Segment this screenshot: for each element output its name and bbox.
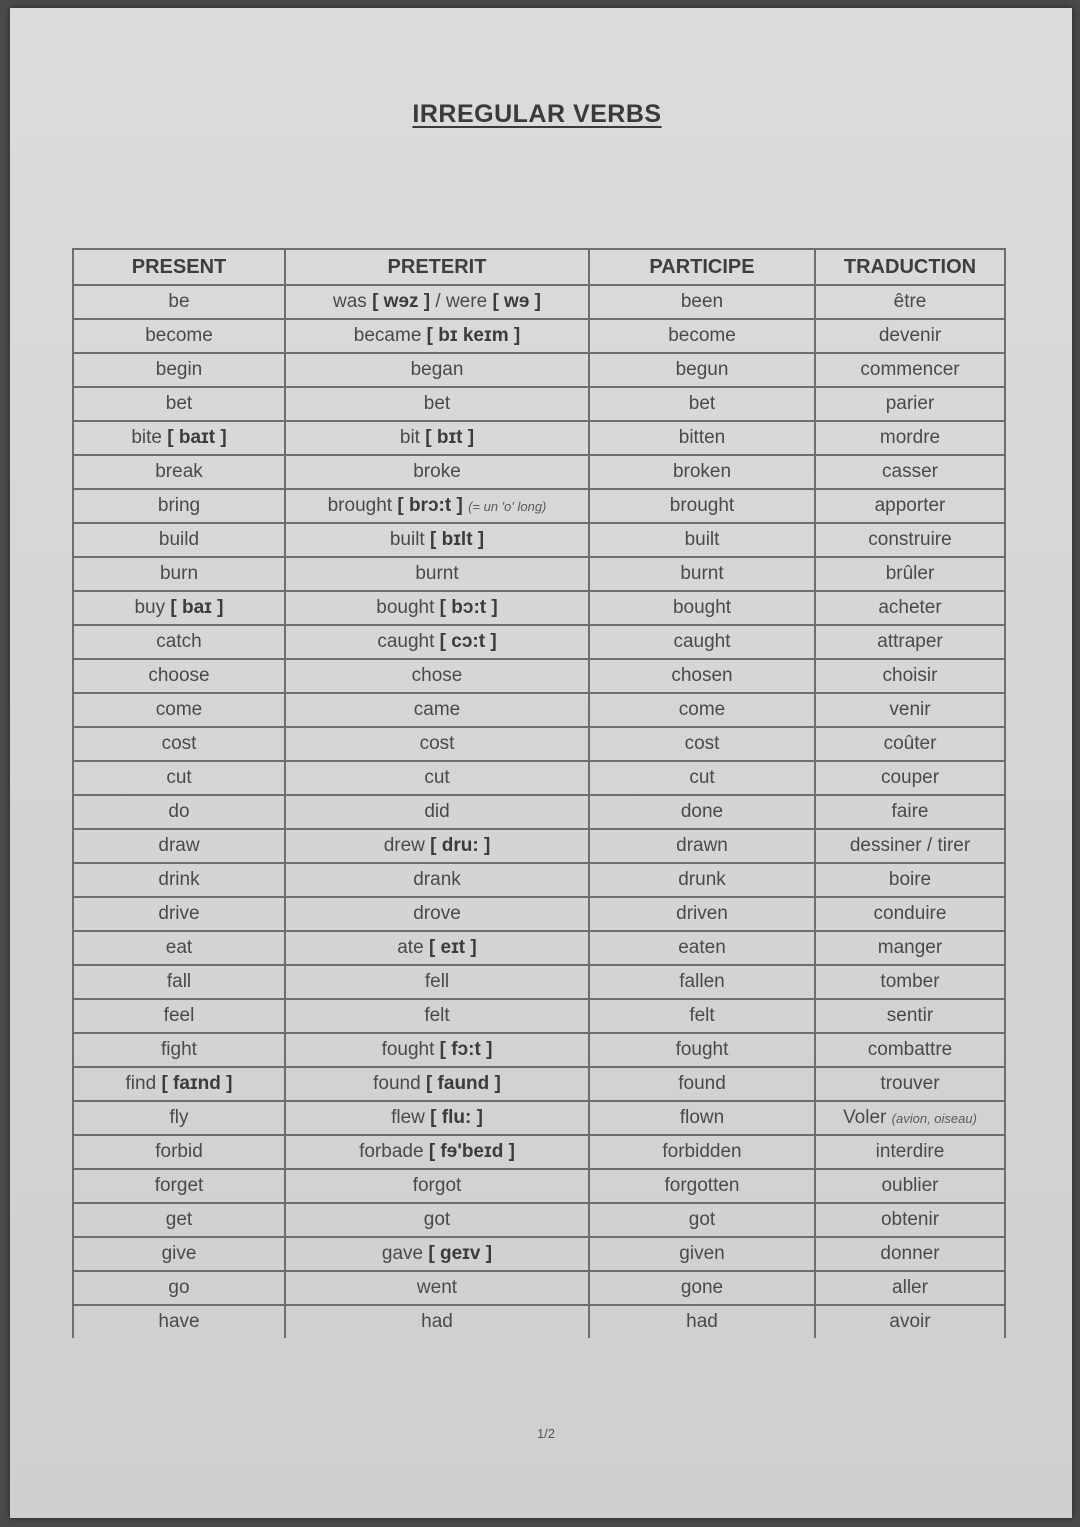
table-row: [73, 965, 1005, 999]
cell-traduction: choisir: [815, 659, 1005, 693]
cell-participe: drunk: [589, 863, 815, 897]
cell-participe: driven: [589, 897, 815, 931]
cell-preterit: bet: [285, 387, 589, 421]
cell-participe: felt: [589, 999, 815, 1033]
cell-participe: bitten: [589, 421, 815, 455]
cell-preterit: had: [285, 1305, 589, 1338]
cell-preterit: broke: [285, 455, 589, 489]
table-row: [73, 591, 1005, 625]
cell-participe: bet: [589, 387, 815, 421]
table-header-row: [73, 249, 1005, 285]
cell-present: come: [73, 693, 285, 727]
cell-preterit: ate [ eɪt ]: [285, 931, 589, 965]
cell-preterit: bit [ bɪt ]: [285, 421, 589, 455]
cell-present: drive: [73, 897, 285, 931]
cell-participe: forgotten: [589, 1169, 815, 1203]
cell-preterit: became [ bɪ keɪm ]: [285, 319, 589, 353]
cell-present: get: [73, 1203, 285, 1237]
cell-participe: begun: [589, 353, 815, 387]
cell-traduction: attraper: [815, 625, 1005, 659]
cell-preterit: drank: [285, 863, 589, 897]
table-row: [73, 1305, 1005, 1338]
cell-preterit: forgot: [285, 1169, 589, 1203]
table-row: [73, 931, 1005, 965]
table-row: [73, 1203, 1005, 1237]
cell-traduction: brûler: [815, 557, 1005, 591]
cell-traduction: dessiner / tirer: [815, 829, 1005, 863]
cell-traduction: obtenir: [815, 1203, 1005, 1237]
cell-present: buy [ baɪ ]: [73, 591, 285, 625]
irregular-verbs-table: [72, 248, 1006, 1338]
cell-traduction: conduire: [815, 897, 1005, 931]
cell-present: cut: [73, 761, 285, 795]
cell-participe: fallen: [589, 965, 815, 999]
cell-present: do: [73, 795, 285, 829]
cell-preterit: cost: [285, 727, 589, 761]
cell-participe: drawn: [589, 829, 815, 863]
cell-present: bet: [73, 387, 285, 421]
table-row: [73, 795, 1005, 829]
table-row: [73, 319, 1005, 353]
header-preterit: PRETERIT: [285, 249, 589, 285]
cell-present: drink: [73, 863, 285, 897]
cell-participe: done: [589, 795, 815, 829]
cell-traduction: couper: [815, 761, 1005, 795]
cell-preterit: burnt: [285, 557, 589, 591]
cell-preterit: drew [ dru: ]: [285, 829, 589, 863]
cell-traduction: trouver: [815, 1067, 1005, 1101]
cell-present: bite [ baɪt ]: [73, 421, 285, 455]
table-row: [73, 999, 1005, 1033]
table-row: [73, 1271, 1005, 1305]
cell-preterit: flew [ flu: ]: [285, 1101, 589, 1135]
cell-traduction: casser: [815, 455, 1005, 489]
cell-present: become: [73, 319, 285, 353]
cell-preterit: felt: [285, 999, 589, 1033]
table-row: [73, 489, 1005, 523]
table-row: [73, 625, 1005, 659]
table-row: [73, 421, 1005, 455]
cell-present: forget: [73, 1169, 285, 1203]
cell-traduction: Voler (avion, oiseau): [815, 1101, 1005, 1135]
cell-preterit: came: [285, 693, 589, 727]
table-row: [73, 727, 1005, 761]
table-row: [73, 1237, 1005, 1271]
cell-present: feel: [73, 999, 285, 1033]
cell-traduction: combattre: [815, 1033, 1005, 1067]
cell-preterit: caught [ cɔ:t ]: [285, 625, 589, 659]
cell-traduction: aller: [815, 1271, 1005, 1305]
cell-present: build: [73, 523, 285, 557]
table-row: [73, 285, 1005, 319]
cell-preterit: brought [ brɔ:t ] (= un 'o' long): [285, 489, 589, 523]
cell-present: draw: [73, 829, 285, 863]
cell-participe: flown: [589, 1101, 815, 1135]
cell-present: break: [73, 455, 285, 489]
cell-present: choose: [73, 659, 285, 693]
cell-preterit: went: [285, 1271, 589, 1305]
cell-participe: burnt: [589, 557, 815, 591]
cell-participe: broken: [589, 455, 815, 489]
cell-participe: brought: [589, 489, 815, 523]
cell-participe: gone: [589, 1271, 815, 1305]
table-row: [73, 1101, 1005, 1135]
table-row: [73, 1033, 1005, 1067]
cell-participe: cost: [589, 727, 815, 761]
cell-preterit: fell: [285, 965, 589, 999]
cell-traduction: interdire: [815, 1135, 1005, 1169]
cell-participe: eaten: [589, 931, 815, 965]
table-row: [73, 353, 1005, 387]
cell-traduction: acheter: [815, 591, 1005, 625]
cell-traduction: donner: [815, 1237, 1005, 1271]
cell-participe: become: [589, 319, 815, 353]
cell-preterit: gave [ geɪv ]: [285, 1237, 589, 1271]
cell-present: fly: [73, 1101, 285, 1135]
table-row: [73, 1067, 1005, 1101]
cell-traduction: manger: [815, 931, 1005, 965]
cell-present: be: [73, 285, 285, 319]
cell-participe: cut: [589, 761, 815, 795]
table-row: [73, 693, 1005, 727]
cell-preterit: cut: [285, 761, 589, 795]
cell-preterit: got: [285, 1203, 589, 1237]
cell-participe: chosen: [589, 659, 815, 693]
cell-participe: built: [589, 523, 815, 557]
cell-preterit: built [ bɪlt ]: [285, 523, 589, 557]
cell-present: eat: [73, 931, 285, 965]
cell-participe: had: [589, 1305, 815, 1338]
cell-present: catch: [73, 625, 285, 659]
cell-traduction: devenir: [815, 319, 1005, 353]
cell-preterit: chose: [285, 659, 589, 693]
cell-present: cost: [73, 727, 285, 761]
cell-traduction: faire: [815, 795, 1005, 829]
header-participe: PARTICIPE: [589, 249, 815, 285]
cell-present: go: [73, 1271, 285, 1305]
page-title: IRREGULAR VERBS: [412, 100, 662, 128]
cell-traduction: coûter: [815, 727, 1005, 761]
cell-present: bring: [73, 489, 285, 523]
cell-participe: bought: [589, 591, 815, 625]
table-row: [73, 863, 1005, 897]
cell-traduction: oublier: [815, 1169, 1005, 1203]
cell-participe: caught: [589, 625, 815, 659]
cell-preterit: began: [285, 353, 589, 387]
table-row: [73, 523, 1005, 557]
table-row: [73, 897, 1005, 931]
cell-traduction: venir: [815, 693, 1005, 727]
page-number: 1/2: [536, 1426, 556, 1441]
cell-traduction: parier: [815, 387, 1005, 421]
cell-participe: forbidden: [589, 1135, 815, 1169]
table-row: [73, 659, 1005, 693]
header-traduction: TRADUCTION: [815, 249, 1005, 285]
cell-traduction: mordre: [815, 421, 1005, 455]
table-row: [73, 557, 1005, 591]
cell-participe: given: [589, 1237, 815, 1271]
cell-preterit: did: [285, 795, 589, 829]
cell-participe: fought: [589, 1033, 815, 1067]
cell-traduction: commencer: [815, 353, 1005, 387]
cell-traduction: être: [815, 285, 1005, 319]
table-row: [73, 1169, 1005, 1203]
document-page: [10, 8, 1072, 1518]
cell-traduction: avoir: [815, 1305, 1005, 1338]
cell-preterit: forbade [ fɘ'beɪd ]: [285, 1135, 589, 1169]
cell-participe: got: [589, 1203, 815, 1237]
cell-present: burn: [73, 557, 285, 591]
table-row: [73, 455, 1005, 489]
header-present: PRESENT: [73, 249, 285, 285]
cell-traduction: sentir: [815, 999, 1005, 1033]
cell-participe: come: [589, 693, 815, 727]
cell-traduction: boire: [815, 863, 1005, 897]
table-row: [73, 387, 1005, 421]
cell-present: fight: [73, 1033, 285, 1067]
cell-present: fall: [73, 965, 285, 999]
cell-traduction: construire: [815, 523, 1005, 557]
table-row: [73, 761, 1005, 795]
cell-preterit: found [ faund ]: [285, 1067, 589, 1101]
cell-traduction: apporter: [815, 489, 1005, 523]
cell-present: forbid: [73, 1135, 285, 1169]
cell-present: give: [73, 1237, 285, 1271]
table-row: [73, 1135, 1005, 1169]
cell-traduction: tomber: [815, 965, 1005, 999]
cell-present: find [ faɪnd ]: [73, 1067, 285, 1101]
cell-preterit: bought [ bɔ:t ]: [285, 591, 589, 625]
cell-present: have: [73, 1305, 285, 1338]
table-row: [73, 829, 1005, 863]
cell-preterit: fought [ fɔ:t ]: [285, 1033, 589, 1067]
cell-participe: been: [589, 285, 815, 319]
cell-preterit: drove: [285, 897, 589, 931]
cell-preterit: was [ wɘz ] / were [ wɘ ]: [285, 285, 589, 319]
cell-present: begin: [73, 353, 285, 387]
cell-participe: found: [589, 1067, 815, 1101]
